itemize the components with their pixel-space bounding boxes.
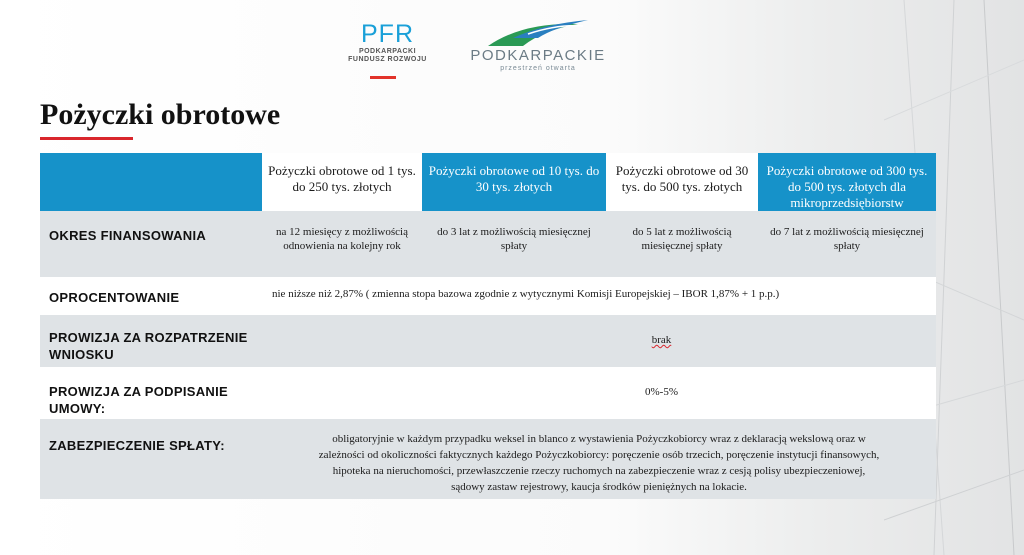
loan-table — [40, 153, 936, 499]
pfr-logo-bar — [370, 76, 396, 79]
row-okres-value-1: na 12 miesięcy z możliwością odnowienia na kolejny rok — [262, 211, 422, 277]
column-header-1: Pożyczki obrotowe od 1 tys. do 250 tys. złotych — [262, 153, 422, 211]
logos-header — [340, 20, 620, 86]
row-prowizja-podpisanie-value: 0%-5% — [262, 367, 936, 419]
column-header-2: Pożyczki obrotowe od 10 tys. do 30 tys. złotych — [422, 153, 606, 211]
row-label-okres: OKRES FINANSOWANIA — [40, 211, 262, 277]
column-header-4: Pożyczki obrotowe od 300 tys. do 500 tys. złotych dla mikroprzedsiębiorstw — [758, 153, 936, 211]
pfr-logo-letters: PFR — [361, 20, 414, 48]
podkarpackie-name: PODKARPACKIE — [470, 47, 606, 64]
podkarpackie-logo — [468, 20, 608, 84]
row-okres-value-2: do 3 lat z możliwością miesięcznej spłaty — [422, 211, 606, 277]
pfr-logo-line1: PODKARPACKI — [358, 48, 417, 55]
row-label-prowizja-podpisanie: PROWIZJA ZA PODPISANIE UMOWY: — [40, 367, 262, 419]
row-prowizja-rozpatrzenie-cell — [262, 315, 936, 367]
pfr-logo — [340, 20, 435, 80]
page-title: Pożyczki obrotowe — [40, 98, 281, 131]
table-header-empty — [40, 153, 262, 211]
row-prowizja-rozpatrzenie-value: brak — [651, 334, 672, 346]
podkarpackie-tagline: przestrzeń otwarta — [500, 65, 576, 72]
row-label-zabezpieczenie: ZABEZPIECZENIE SPŁATY: — [40, 419, 262, 499]
zabezpieczenie-line-1: obligatoryjnie w każdym przypadku weksel in blanco z wystawienia Pożyczkobiorcy wraz z deklaracją wekslową oraz w — [332, 433, 866, 445]
row-oprocentowanie-value: nie niższe niż 2,87% ( zmienna stopa bazowa zgodnie z wytycznymi Komisji Europejskiej – IBOR 1,87% + 1 p.p.) — [262, 277, 936, 315]
row-label-oprocentowanie: OPROCENTOWANIE — [40, 277, 262, 315]
zabezpieczenie-line-3: hipoteka na nieruchomości, przewłaszczenie rzeczy ruchomych na zabezpieczenie wraz z cesją polisy ubezpieczeniowej, — [332, 465, 866, 477]
zabezpieczenie-line-2: zależności od okoliczności faktycznych każdego Pożyczkobiorcy: poręczenie osób trzecich, poręczenie instytucji finansowych, — [318, 449, 880, 461]
zabezpieczenie-line-4: sądowy zastaw rejestrowy, kaucja środków pieniężnych na lokacie. — [451, 481, 747, 493]
row-okres-value-3: do 5 lat z możliwością miesięcznej spłaty — [606, 211, 758, 277]
pfr-logo-line2: FUNDUSZ ROZWOJU — [348, 56, 427, 63]
row-okres-value-4: do 7 lat z możliwością miesięcznej spłaty — [758, 211, 936, 277]
row-label-prowizja-rozpatrzenie: PROWIZJA ZA ROZPATRZENIE WNIOSKU — [40, 315, 262, 367]
row-zabezpieczenie-value — [262, 419, 936, 499]
title-underline — [40, 137, 133, 140]
column-header-3: Pożyczki obrotowe od 30 tys. do 500 tys. złotych — [606, 153, 758, 211]
mountain-icon — [483, 20, 593, 48]
